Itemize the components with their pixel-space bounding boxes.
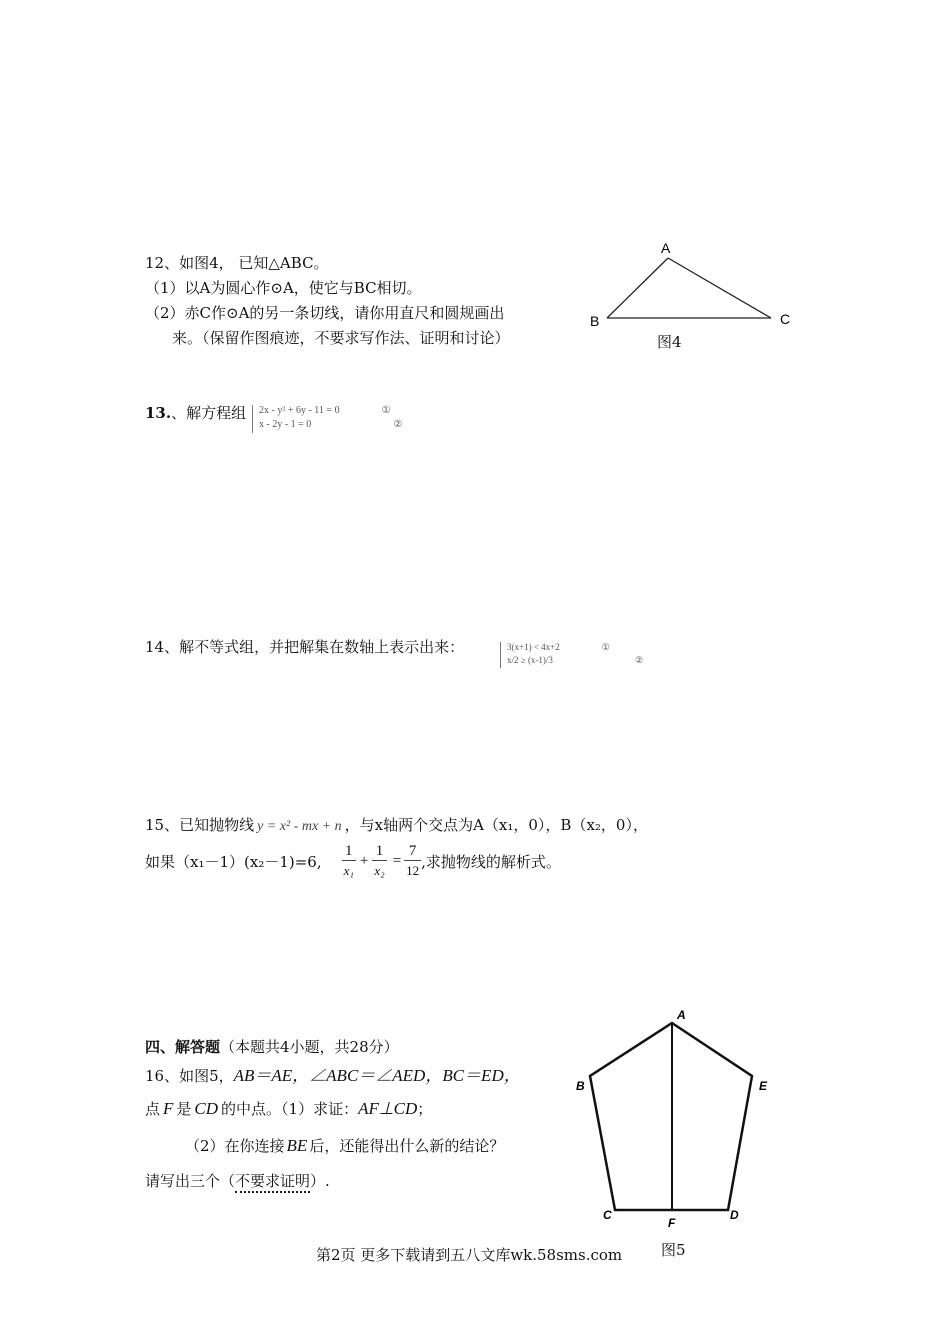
q13-eq2: x - 2y - 1 = 0	[259, 419, 312, 430]
q16-line3: （2）在你连接 BE 后，还能得出什么新的结论？	[185, 1136, 505, 1155]
page-footer: 第2页 更多下载请到五八文库wk.58sms.com	[316, 1246, 623, 1264]
q14-ineq1: 3(x+1) < 4x+2	[507, 642, 560, 652]
q13-text: 、解方程组	[171, 404, 247, 422]
q13-eq1: 2x - y² + 6y - 11 = 0	[259, 405, 340, 416]
q15-line2	[145, 838, 561, 884]
q16-emphasis-dots: 不要求证明	[235, 1172, 310, 1193]
q15-intersections: ，与x轴两个交点为A（x₁，0），B（x₂，0），	[344, 816, 648, 834]
q16-prove-statement: AF⊥CD	[358, 1099, 418, 1118]
section4-title: 四、解答题	[145, 1038, 221, 1056]
fig5-caption: 图5	[661, 1241, 686, 1259]
q16-intro: 16、如图5，	[145, 1067, 234, 1085]
q15-equals: =	[392, 852, 402, 869]
section4-note: （本题共4小题，共28分）	[220, 1038, 399, 1056]
q15-fraction-3: $\frac{7}{12}$	[406, 842, 420, 878]
q14-ineq2: x/2 ≥ (x-1)/3	[507, 655, 553, 665]
fig5-vertex-c: C	[603, 1208, 612, 1222]
q13-eq2-tag: ②	[393, 419, 403, 430]
fig5-vertex-a: A	[677, 1008, 686, 1022]
q13-title	[145, 402, 246, 423]
q15-plus: +	[359, 852, 369, 869]
fig4-vertex-b: B	[590, 313, 600, 328]
q16-given-conditions: AB＝AE，∠ABC＝∠AED，BC＝ED，	[233, 1066, 521, 1085]
q15-intro: 15、已知抛物线	[145, 816, 255, 834]
q12-line4: 来。（保留作图痕迹，不要求写作法、证明和讨论）	[172, 329, 510, 347]
fig5-vertex-f: F	[668, 1216, 676, 1230]
q15-line1	[145, 814, 648, 835]
q13-equation-system	[252, 405, 402, 433]
section4-heading	[145, 1036, 399, 1057]
q16-line4: 请写出三个（不要求证明）.	[145, 1170, 330, 1191]
figure-5-pentagon	[570, 1000, 780, 1235]
q12-line1: 12、如图4， 已知△ABC。	[145, 254, 329, 272]
q16-line2: 点 F 是 CD 的中点。（1）求证：AF⊥CD；	[145, 1099, 433, 1118]
q15-task: ,求抛物线的解析式。	[421, 852, 561, 871]
q14-ineq2-tag: ②	[634, 655, 644, 665]
fig4-caption: 图4	[657, 333, 682, 351]
q14-inequality-system	[500, 642, 643, 668]
fig4-vertex-c: C	[780, 311, 791, 327]
fig5-vertex-d: D	[730, 1208, 739, 1222]
figure-4-triangle	[585, 238, 800, 328]
q12-line2: （1）以A为圆心作⊙A，使它与BC相切。	[145, 279, 422, 297]
q13-eq1-tag: ①	[381, 405, 391, 416]
q15-fraction-2: $\frac{1}{\text{x₂}}$	[374, 842, 385, 878]
q14-text: 14、解不等式组，并把解集在数轴上表示出来：	[145, 638, 465, 656]
fig5-vertex-e: E	[759, 1079, 768, 1093]
fig4-vertex-a: A	[661, 240, 671, 256]
q13-number: 13.	[145, 404, 172, 422]
q15-fraction-1: $\frac{1}{\text{x₁}}$	[343, 842, 354, 878]
q16-line1	[145, 1061, 521, 1086]
fig5-vertex-b: B	[576, 1079, 585, 1093]
q12-line3: （2）赤C作⊙A的另一条切线，请你用直尺和圆规画出	[145, 304, 505, 322]
q15-parabola-equation: y = x² - mx + n	[257, 819, 342, 834]
q14-ineq1-tag: ①	[601, 642, 610, 652]
q15-condition: 如果（x₁－1）(x₂－1)=6,	[145, 852, 322, 871]
